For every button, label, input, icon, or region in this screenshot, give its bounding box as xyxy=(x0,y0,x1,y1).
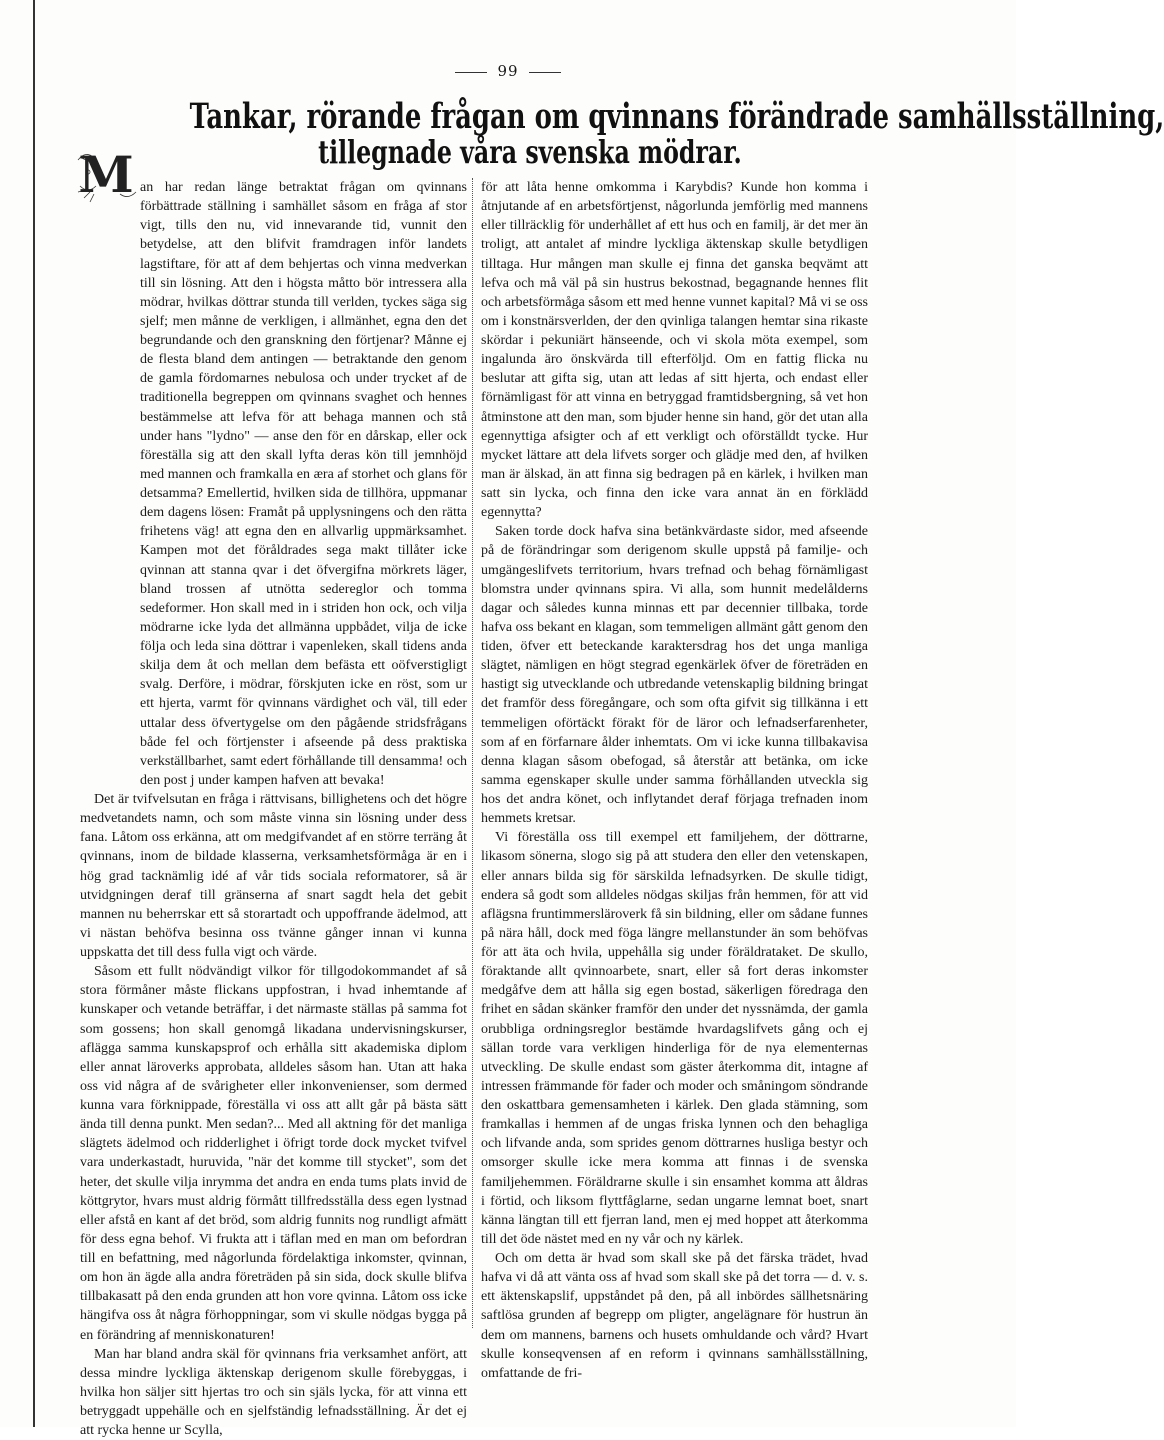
right-paragraph-1: för att låta henne omkomma i Karybdis? Kunde hon komma i åtnjutande af en arbetsförtjenst, någorlunda jemförlig med mannens eller tillräcklig för underhållet af ett hus och en familj, är det mer än troligt, att antalet af mindre lyckliga äktenskap skulle betydligen tilltaga. Hur mången man skulle ej finna det ganska beqvämt att lefva och må väl på sin hustrus bekostnad, begagnande hennes flit och arbetsförmåga såsom ett med henne vunnet kapital? Må vi se oss om i konstnärsverlden, der den qvinliga talangen hemtar sina rikaste skördar i pekuniärt hänseende, och vi skola möta exempel, som ingalunda äro önskvärda till efterföljd. Om en fattig flicka nu beslutar att gifta sig, utan att ledas af sitt hjerta, och endast eller förnämligast för att vinna en betryggad framtidsbergning, så vet hon åtminstone att den man, som bjuder henne sin hand, gör det utan alla egennyttiga afsigter och af ett verkligt och oförställdt tycke. Hur mycket lättare att dela lifvets sorger och glädje med den, af hvilken man är älskad, än att finna sig bedragen på en kärlek, i hvilken man satt sin lycka, och finna den icke vara annat än en förklädd egennytta? xyxy=(481,180,868,521)
folio-dash-right xyxy=(529,72,561,73)
page-number-text: 99 xyxy=(497,62,519,80)
article-title-line-2: tillegnade våra svenska mödrar. xyxy=(318,133,742,171)
right-paragraph-4: Och om detta är hvad som skall ske på det färska trädet, hvad hafva vi då att vänta oss af hvad som skall ske på det torra — d. v. s. ett äktenskapslif, uppståndet på den, på all inbördes sällhetsnäring saftlösa grunden af begrepp om pligter, angelägnare för hustrun än dem om mannens, barnens och husets omhuldande och vård? Hvart skulle konseqvensen af en reform i qvinnans samhällsställning, omfattande de fri- xyxy=(481,1251,868,1381)
left-paragraph-3: Såsom ett fullt nödvändigt vilkor för tillgodokommandet af så stora förmåner måste flickans uppfostran, i hvad inhemtande af kunskaper och vetande beträffar, i det närmaste ställas på samma fot som gossens; hon skall genomgå likadana undervisningskurser, aflägga samma kunskapsprof och erhålla sitt akademiska diplom eller annat läroverks approbata, alldeles såsom han. Utan att haka oss vid några af de svårigheter eller inkonvenienser, som dermed kunna vara förknippade, föreställa vi oss att allt går på bästa sätt ända till denna punkt. Men sedan?... Med all aktning för det manliga slägtets ädelmod och ridderlighet i öfrigt torde dock mycket tvifvel vara underkastadt, huruvida, "när det komme till stycket", som det heter, det skulle vilja inrymma det andra en enda tums plats invid de köttgrytor, hvars must aldrig förmått tillfredsställa dess egen lystnad eller afstå en kant af det bröd, som aldrig funnits nog rundligt afmätt för dess egna behof. Vi frukta att i täflan med en man om befordran till en befattning, med någorlunda fördelaktiga inkomster, qvinnan, om hon än ägde alla andra företräden på sin sida, dock skulle blifva tillbakasatt på den enda grunden att hon vore qvinna. Låtom oss icke hängifva oss åt några förhoppningar, som vi skulle nödgas bygga på en förändring af menniskonaturen! xyxy=(80,964,467,1343)
left-paragraph-2: Det är tvifvelsutan en fråga i rättvisans, billighetens och det högre medvetandets namn, och som måste vinna sin lösning under dess fana. Låtom oss erkänna, att om medgifvandet af en större terräng åt qvinnans, inom de bildade klasserna, verksamhetsförmåga är en i hög grad tacknämlig idé af vår tids sociala reformatorer, så är utvidgningen deraf till gränserna af snart sagdt hela det gebit mannen nu beherrskar ett så storartadt och uppoffrande ädelmod, att vi nästan behöfva besinna oss tvänne gånger innan vi kunna uppskatta det till dess fulla vigt och värde. xyxy=(80,792,467,960)
left-paragraph-1: an har redan länge betraktat frågan om qvinnans förbättrade ställning i samhället såsom en fråga af stor vigt, tills den nu, vid innevarande tid, vunnit den betydelse, att den blifvit framdragen inför landets lagstiftare, för att af dem behjertas och vinna medverkan till sin lösning. Att den i högsta måtto bör intressera alla mödrar, hvilkas döttrar stunda till verlden, tyckes säga sig sjelf; men månne de verkligen, i allmänhet, egna den det begrundande och den granskning den förtjenar? Månne ej de flesta bland dem antingen — betraktande den genom de gamla fördomarnes nebulosa och under trycket af de traditionella begreppen om qvinnans svaghet och hennes bestämmelse att lefva för att behaga mannen och stå under hans "lydno" — anse den för en dårskap, eller ock föreställa sig att den skall lyfta deras kön till jemnhöjd med mannen och framkalla en æra af storhet och glans för detsamma? Emellertid, hvilken sida de tillhöra, uppmanar dem dagens lösen: Framåt på upplysningens och den rätta frihetens väg! att egna den en allvarlig uppmärksamhet. Kampen mot det föråldrades sega makt tillåter icke qvinnan att stanna qvar i det öfvergifna mörkrets läger, bland trossen af utnötta sedereglor och tomma sedeformer. Hon skall med in i striden hon ock, och vilja mödrarne icke lyda det allmänna uppbådet, vilja de icke följa och leda sina döttrar i vapenleken, skall tidens anda skilja dem åt och mellan dem befästa ett oöfverstigligt svalg. Derföre, i mödrar, förskjuten icke en röst, som ur ett hjerta, varmt för qvinnans värdighet och väl, till eder uttalar dess öfvertygelse om den pågående stridsfrågans både fel och förtjenster i afseende på dess praktiska verkställbarhet, samt edert förhållande till densamma! och den post j under kampen hafven att bevaka! xyxy=(140,180,467,788)
column-divider xyxy=(472,178,474,1328)
right-paragraph-3: Vi föreställa oss till exempel ett familjehem, der döttrarne, likasom sönerna, slogo sig på att studera den eller den vetenskapen, eller annars bilda sig för särskilda lefnadsyrken. De skulle tidigt, endera så godt som alldeles nödgas skiljas från hemmen, för att vid aflägsna fruntimmersläroverk få sin bildning, eller om sådane funnes på nära håll, dock med föga längre mellanstunder än som behöfvas för att äta och hvila, uppehålla sig under föräldrataket. De skullo, föraktande allt qvinnoarbete, snart, eller så fort deras inkomster medgåfve dem att hålla sig egen bostad, säkerligen föredraga den frihet en sådan skänker framför den under det nyssnämda, der gamla orubbliga ordningsreglor bestämde hvardagslifvets gång och ej sällan torde vara verkligen hinderliga för de nya elementernas utveckling. De skulle endast som gäster återkomma dit, intagne af intressen främmande för fader och moder och småningom söndrande den oskattbara gemensamheten i kärlek. Den glada stämning, som framkallas i hemmen af de ungas friska lynnen och den behagliga och lifvande anda, som sprides genom döttrarnes husliga bestyr och omsorger skulle icke mera komma att finnas i de svenska familjehemmen. Föräldrarne skulle i sin ensamhet komma att åldras i förtid, och liksom flyttfåglarne, sedan ungarne lemnat boet, snart känna längtan till ett fjerran land, men ej med hoppet att återkomma till det öde nästet med en ny vår och ny kärlek. xyxy=(481,830,868,1247)
left-column xyxy=(80,178,467,1440)
article-title-line-1: Tankar, rörande frågan om qvinnans förändrade samhällsställning, xyxy=(189,96,1164,137)
right-paragraph-2: Saken torde dock hafva sina betänkvärdaste sidor, med afseende på de förändringar som derigenom skulle uppstå på familje- och umgängeslifvets territorium, hvars trefnad och behag förnämligast blomstra under qvinnans spira. Vi alla, som hunnit medelålderns dagar och således kunna minnas ett par decennier tillbaka, torde hafva oss bekant en klagan, som temmeligen allmänt gått genom den tiden, öfver ett beteckande karaktersdrag hos det unga manliga slägtet, nämligen en högt stegrad egenkärlek öfver de företräden en hastigt sig utvecklande och utbredande vetenskaplig bildning bringat det framför dess föregångare, och som ofta gifvit sig tillkänna i ett temmeligen oförtäckt förakt för de läror och lefnadserfarenheter, som af en förfarnare ålder inhemtats. Om vi icke kunna tillbakavisa denna klagan såsom obefogad, så återstår att betänka, om icke samma egenskaper skulle under samma förhållanden utveckla sig hos det andra könet, och inflytandet deraf förjaga trefnaden inom hemmets kretsar. xyxy=(481,524,868,827)
dropcap-letter: M xyxy=(78,145,134,204)
folio-dash-left xyxy=(455,72,487,73)
right-column xyxy=(481,178,868,1383)
binding-line xyxy=(33,0,35,1427)
page-number xyxy=(0,62,1016,80)
left-paragraph-4: Man har bland andra skäl för qvinnans fria verksamhet anfört, att dessa mindre lyckliga äktenskap derigenom skulle förebyggas, i hvilka hon säljer sitt hjertas tro och sin själs lycka, för att vinna ett betryggadt uppehälle och en sjelfständig lefnadsställning. Är det ej att rycka henne ur Scylla, xyxy=(80,1346,467,1439)
